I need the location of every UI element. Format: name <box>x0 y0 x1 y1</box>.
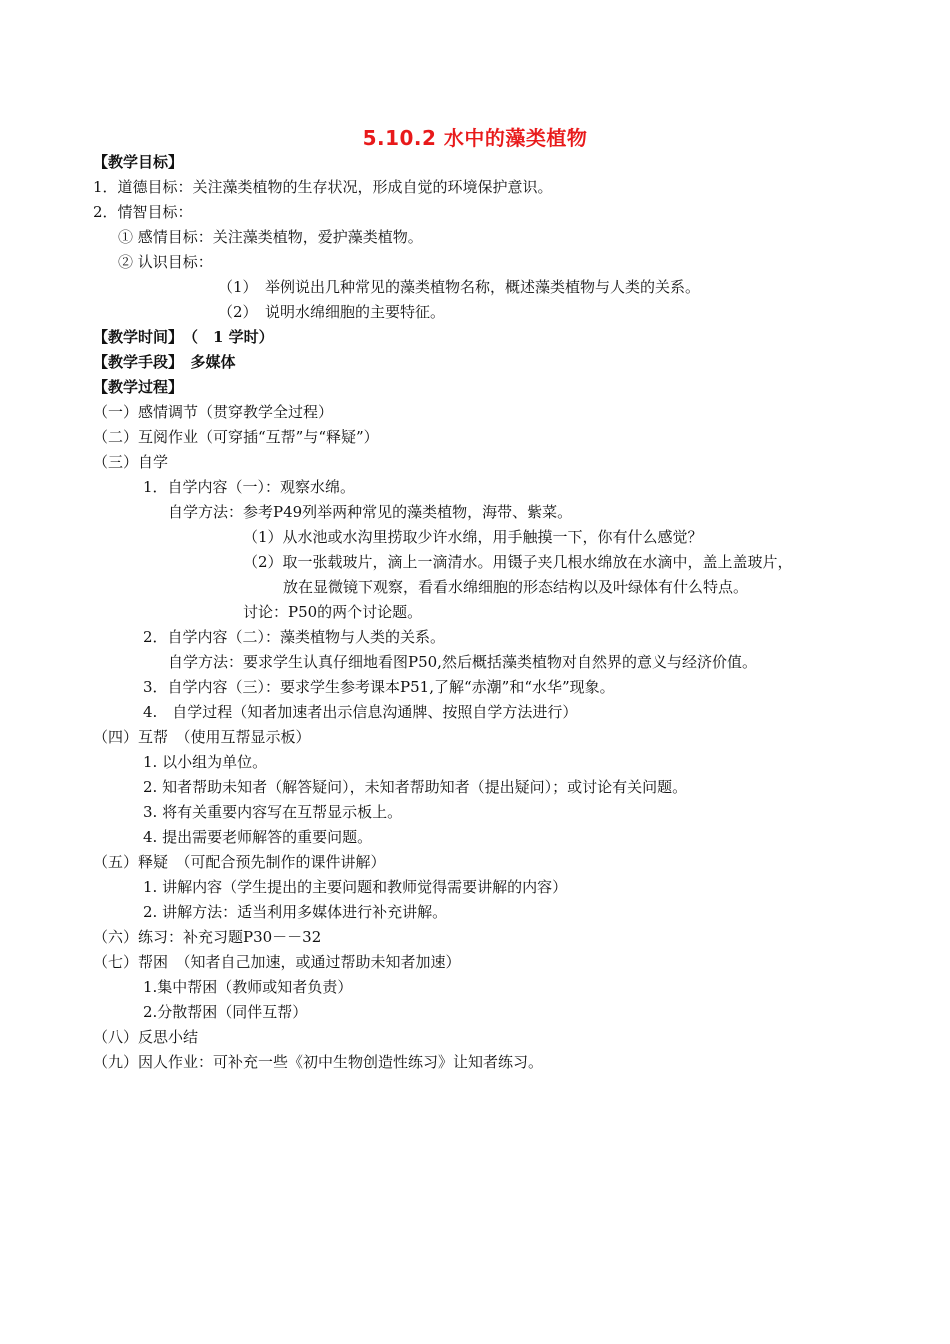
help-item-1: 1.集中帮困（教师或知者负责） <box>143 978 353 996</box>
teaching-time: 【教学时间】 （ 1 学时） <box>93 328 274 346</box>
self-study-content-2: 2．自学内容（二）：藻类植物与人类的关系。 <box>143 628 446 646</box>
mutual-help-item-4: 4. 提出需要老师解答的重要问题。 <box>143 828 373 846</box>
clarify-item-2: 2. 讲解方法：适当利用多媒体进行补充讲解。 <box>143 903 448 921</box>
mutual-help-item-2: 2. 知者帮助未知者（解答疑问），未知者帮助知者（提出疑问）；或讨论有关问题。 <box>143 778 688 796</box>
goal-moral: 1．道德目标：关注藻类植物的生存状况，形成自觉的环境保护意识。 <box>93 178 553 196</box>
discussion: 讨论：P50的两个讨论题。 <box>243 603 423 621</box>
self-study-process: 4. 自学过程（知者加速者出示信息沟通牌、按照自学方法进行） <box>143 703 578 721</box>
goal-cognition: ② 认识目标： <box>118 253 213 271</box>
mutual-help-item-1: 1. 以小组为单位。 <box>143 753 268 771</box>
teaching-means: 【教学手段】 多媒体 <box>93 353 236 371</box>
self-study-content-3: 3．自学内容（三）：要求学生参考课本P51,了解“赤潮”和“水华”现象。 <box>143 678 615 696</box>
heading-teaching-process: 【教学过程】 <box>93 378 184 396</box>
method-1-step-1: （1）从水池或水沟里捞取少许水绵，用手触摸一下，你有什么感觉？ <box>243 528 703 546</box>
process-step-3: （三）自学 <box>93 453 169 471</box>
goal-intellect: 2．情智目标： <box>93 203 193 221</box>
process-step-4: （四）互帮 （使用互帮显示板） <box>93 728 311 746</box>
self-study-method-2: 自学方法：要求学生认真仔细地看图P50,然后概括藻类植物对自然界的意义与经济价值。 <box>168 653 757 671</box>
mutual-help-item-3: 3. 将有关重要内容写在互帮显示板上。 <box>143 803 403 821</box>
process-step-6: （六）练习：补充习题P30－－32 <box>93 928 322 946</box>
process-step-9: （九）因人作业：可补充一些《初中生物创造性练习》让知者练习。 <box>93 1053 544 1071</box>
self-study-content-1: 1．自学内容（一）：观察水绵。 <box>143 478 356 496</box>
method-1-step-2-cont: 放在显微镜下观察，看看水绵细胞的形态结构以及叶绿体有什么特点。 <box>283 578 749 596</box>
clarify-item-1: 1. 讲解内容（学生提出的主要问题和教师觉得需要讲解的内容） <box>143 878 568 896</box>
goal-emotion: ① 感情目标：关注藻类植物，爱护藻类植物。 <box>118 228 423 246</box>
cognition-item-2: （2） 说明水绵细胞的主要特征。 <box>218 303 446 321</box>
process-step-5: （五）释疑 （可配合预先制作的课件讲解） <box>93 853 386 871</box>
method-1-step-2: （2）取一张载玻片，滴上一滴清水。用镊子夹几根水绵放在水滴中，盖上盖玻片， <box>243 553 793 571</box>
process-step-7: （七）帮困 （知者自己加速，或通过帮助未知者加速） <box>93 953 461 971</box>
process-step-1: （一）感情调节（贯穿教学全过程） <box>93 403 334 421</box>
process-step-2: （二）互阅作业（可穿插“互帮”与“释疑”） <box>93 428 379 446</box>
cognition-item-1: （1） 举例说出几种常见的藻类植物名称，概述藻类植物与人类的关系。 <box>218 278 701 296</box>
self-study-method-1: 自学方法：参考P49列举两种常见的藻类植物，海带、紫菜。 <box>168 503 573 521</box>
heading-teaching-goals: 【教学目标】 <box>93 153 184 171</box>
document-title: 5.10.2 水中的藻类植物 <box>362 126 588 150</box>
process-step-8: （八）反思小结 <box>93 1028 199 1046</box>
help-item-2: 2.分散帮困（同伴互帮） <box>143 1003 308 1021</box>
